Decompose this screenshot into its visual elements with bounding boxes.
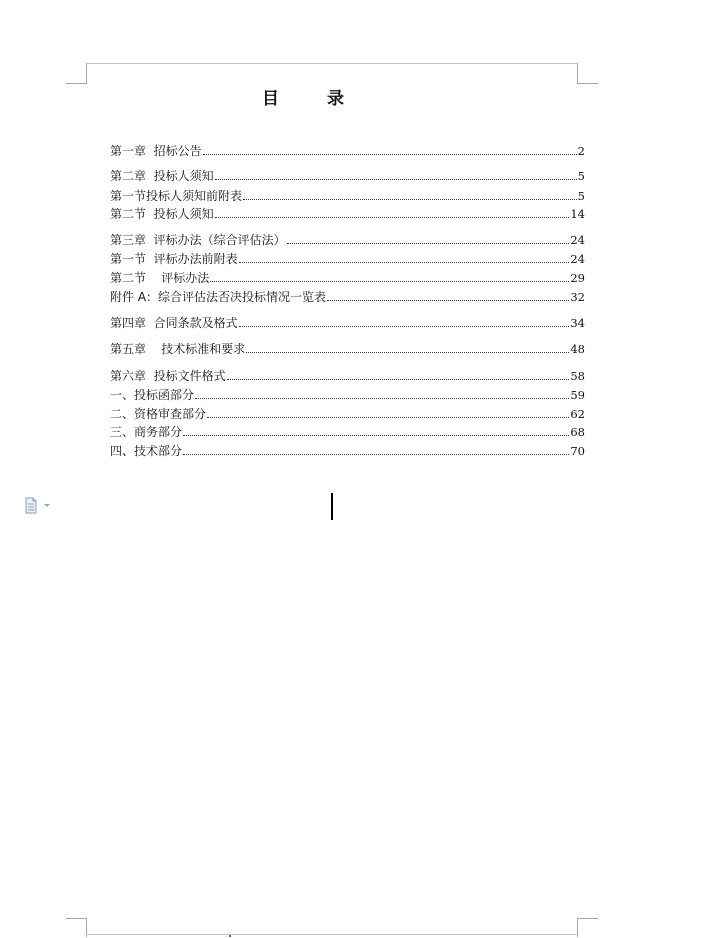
page-top-edge [86,63,577,64]
toc-entry-page: 32 [570,290,585,304]
toc-entry-label: 第三章 评标办法（综合评估法） [110,233,286,247]
margin-corner-top-left [66,63,87,84]
toc-leader [215,178,577,180]
toc-entry-page: 5 [577,169,585,183]
margin-corner-bottom-left [66,918,87,937]
toc-entry-page: 62 [570,407,585,421]
toc-entry-label: 第一章 招标公告 [110,144,202,158]
title-char-2: 录 [327,89,344,109]
toc-entry-label: 第一节 评标办法前附表 [110,252,238,266]
toc-entry-page: 48 [570,342,585,356]
toc-entry[interactable] [110,340,585,356]
toc-leader [195,397,569,399]
toc-entry[interactable] [110,442,585,458]
toc-entry[interactable] [110,367,585,383]
toc-entry-label: 二、资格审查部分 [110,407,207,421]
title-char-1: 目 [262,89,279,109]
toc-leader [239,325,570,327]
toc-leader [243,198,577,200]
toc-entry-label: 第二节 评标办法 [110,271,210,285]
toc-entry-label: 三、商务部分 [110,425,183,439]
margin-corner-bottom-right [577,918,598,937]
toc-entry-label: 第一节投标人须知前附表 [110,189,243,203]
toc-entry[interactable] [110,205,585,221]
toc-entry-page: 29 [570,271,585,285]
toc-entry-label: 四、技术部分 [110,444,183,458]
toc-entry-page: 68 [570,425,585,439]
toc-leader [183,434,569,436]
toc-leader [203,153,577,155]
toc-leader [183,453,569,455]
toc-entry-label: 第二节 投标人须知 [110,207,214,221]
toc-entry-page: 5 [577,189,585,203]
toc-entry-page: 34 [570,316,585,330]
toc-entry[interactable] [110,423,585,439]
toc-leader [227,378,570,380]
toc-entry-label: 第五章 技术标准和要求 [110,342,246,356]
toc-leader [327,299,569,301]
toc-entry[interactable] [110,386,585,402]
toc-entry-label: 一、投标函部分 [110,388,195,402]
paste-options-icon[interactable] [24,497,52,519]
toc-leader [210,280,569,282]
toc-entry-page: 14 [570,207,585,221]
margin-corner-top-right [577,63,598,84]
page-bottom-edge [86,934,577,935]
toc-entry-label: 第四章 合同条款及格式 [110,316,238,330]
toc-entry[interactable] [110,405,585,421]
toc-entry[interactable] [110,231,585,247]
toc-entry-page: 59 [570,388,585,402]
toc-entry[interactable] [110,269,585,285]
toc-entry-page: 2 [577,144,585,158]
page-title [262,84,344,109]
toc-entry-page: 24 [570,233,585,247]
toc-entry-label: 附件 A：综合评估法否决投标情况一览表 [110,290,327,304]
toc-entry-page: 70 [570,444,585,458]
toc-leader [239,261,570,263]
text-cursor [331,493,333,520]
toc-entry[interactable] [110,187,585,203]
toc-leader [215,216,570,218]
toc-entry-page: 24 [570,252,585,266]
toc-entry-label: 第六章 投标文件格式 [110,369,226,383]
toc-leader [207,416,569,418]
toc-leader [246,351,569,353]
toc-entry[interactable] [110,142,585,158]
toc-entry-label: 第二章 投标人须知 [110,169,214,183]
toc-entry[interactable] [110,250,585,266]
toc-entry[interactable] [110,314,585,330]
toc-entry[interactable] [110,288,585,304]
toc-entry-page: 58 [570,369,585,383]
toc-leader [287,242,570,244]
toc-entry[interactable] [110,167,585,183]
page-footer-mark [229,935,231,937]
